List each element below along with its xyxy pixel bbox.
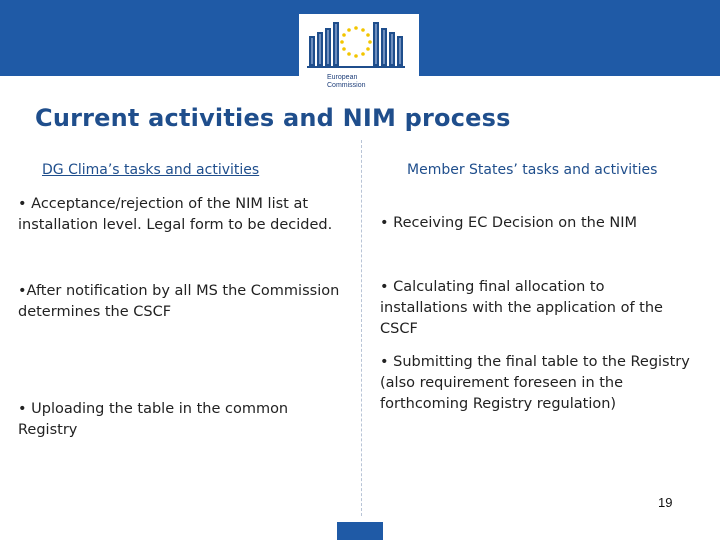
left-item-2: •After notification by all MS the Commission determines the CSCF xyxy=(18,283,340,320)
page-title: Current activities and NIM process xyxy=(35,104,511,132)
left-column-heading: DG Clima’s tasks and activities xyxy=(42,162,260,178)
right-item-1: • Receiving EC Decision on the NIM xyxy=(380,215,637,231)
left-item-3: • Uploading the table in the common Registry xyxy=(18,401,289,438)
column-divider xyxy=(361,140,362,516)
left-item-1: • Acceptance/rejection of the NIM list at installation level. Legal form to be decided. xyxy=(18,196,333,233)
logo-line-2: Commission xyxy=(327,82,366,89)
right-item-2: • Calculating final allocation to installations with the application of the CSCF xyxy=(380,279,663,337)
right-item-3: • Submitting the final table to the Registry (also requirement foreseen in the forthcoming Registry regulation) xyxy=(380,354,690,412)
commission-building-icon xyxy=(299,14,419,74)
logo-text xyxy=(327,74,407,90)
page-number: 19 xyxy=(658,495,673,510)
logo-line-1: European xyxy=(327,74,358,81)
european-commission-logo xyxy=(299,14,419,100)
eu-stars-icon xyxy=(340,26,372,58)
footer-band xyxy=(337,522,383,540)
right-column-heading: Member States’ tasks and activities xyxy=(407,162,658,178)
